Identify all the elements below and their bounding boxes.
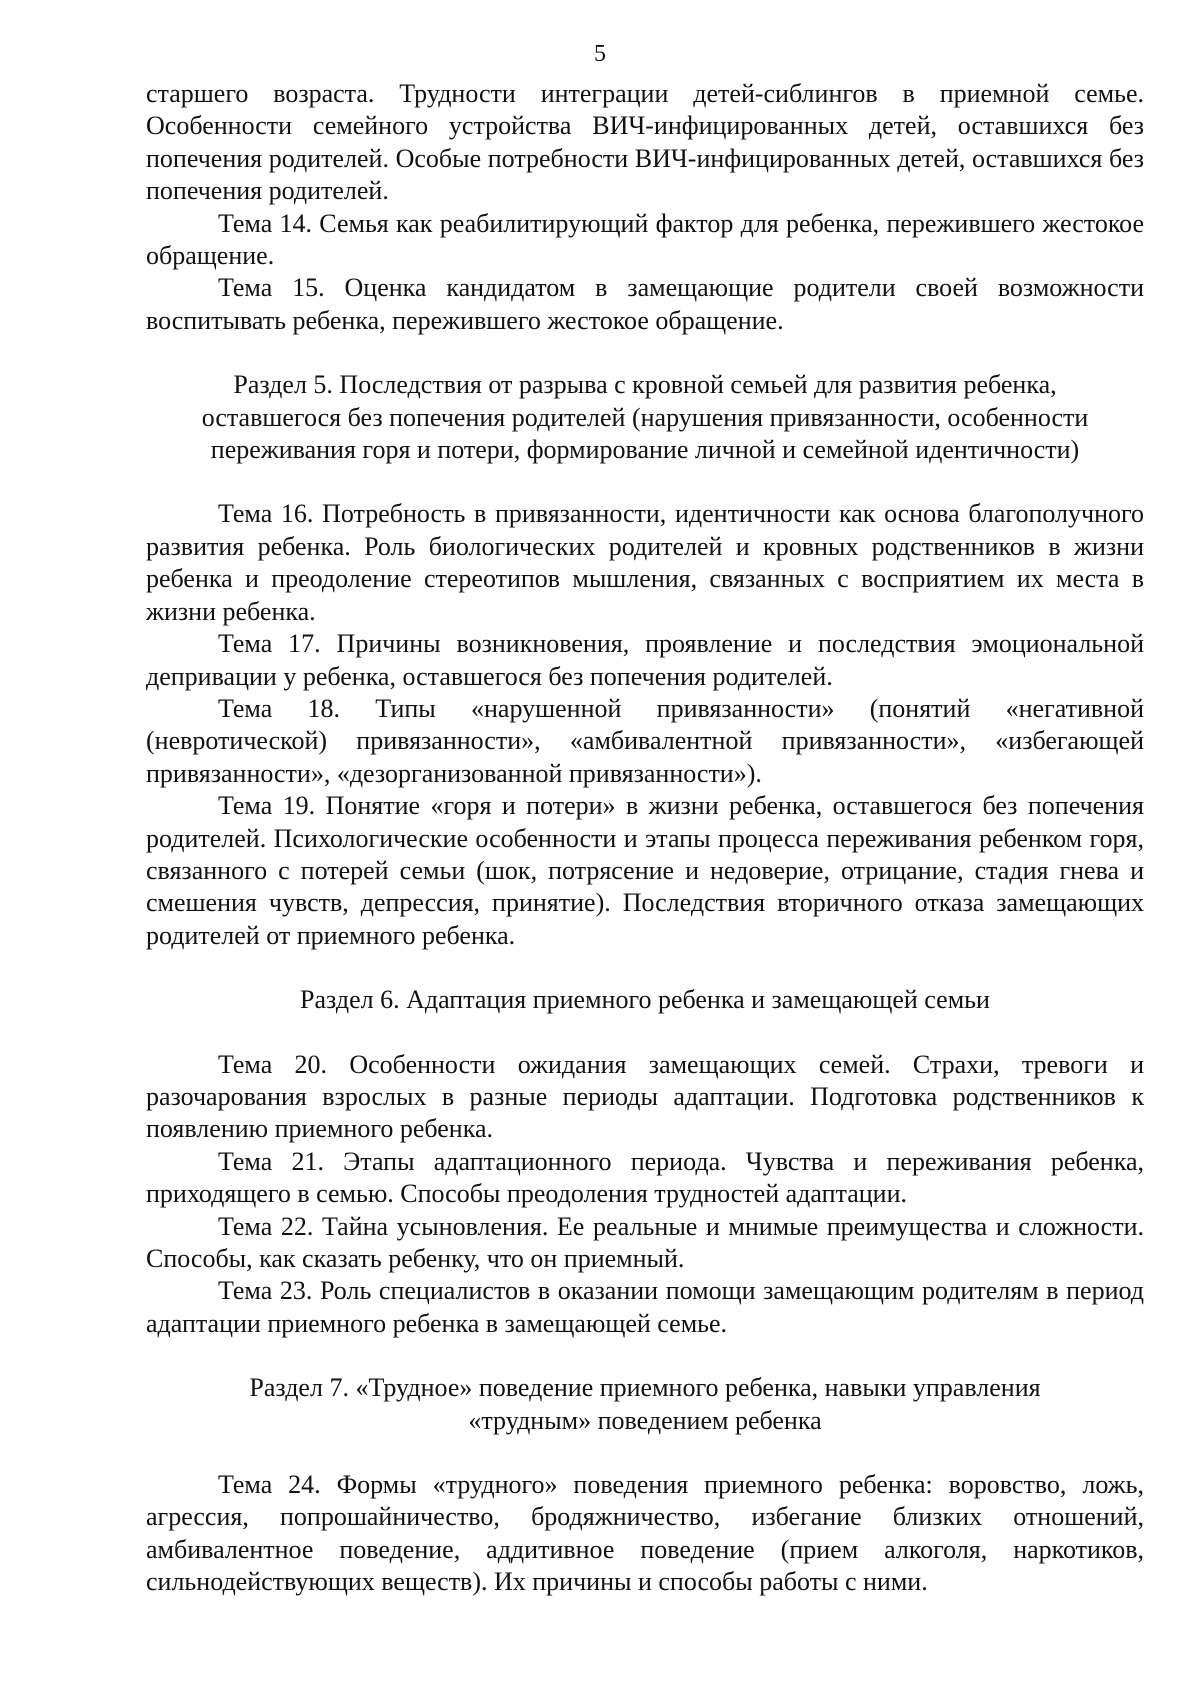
section-5-heading-line: Раздел 5. Последствия от разрыва с кровной семьей для развития ребенка, — [233, 370, 1057, 400]
section-6-heading-line: Раздел 6. Адаптация приемного ребенка и замещающей семьи — [300, 985, 990, 1015]
intro-paragraph: старшего возраста. Трудности интеграции детей-сиблингов в приемной семье. Особенности семейного устройства ВИЧ-инфицированных детей, оставшихся без попечения родителей. Особые потребности ВИЧ-инфицированных детей, оставшихся без попечения родителей. — [146, 79, 1144, 206]
section-6-heading — [146, 984, 1144, 1016]
section-5-heading — [146, 369, 1144, 466]
topic-21: Тема 21. Этапы адаптационного периода. Чувства и переживания ребенка, приходящего в семью. Способы преодоления трудностей адаптации. — [146, 1146, 1144, 1209]
section-7-heading-line: Раздел 7. «Трудное» поведение приемного ребенка, навыки управления — [249, 1373, 1041, 1403]
topic-15: Тема 15. Оценка кандидатом в замещающие родители своей возможности воспитывать ребенка, пережившего жестокое обращение. — [146, 273, 1144, 335]
topic-24: Тема 24. Формы «трудного» поведения приемного ребенка: воровство, ложь, агрессия, попрошайничество, бродяжничество, избегание близких отношений, амбивалентное поведение, аддитивное поведение (прием алкоголя, наркотиков, сильнодействующих веществ). Их причины и способы работы с ними. — [146, 1470, 1144, 1597]
topic-17: Тема 17. Причины возникновения, проявление и последствия эмоциональной депривации у ребенка, оставшегося без попечения родителей. — [146, 629, 1144, 691]
section-7-heading-line: «трудным» поведением ребенка — [468, 1405, 822, 1435]
topic-23: Тема 23. Роль специалистов в оказании помощи замещающим родителям в период адаптации приемного ребенка в замещающей семье. — [146, 1276, 1144, 1338]
topic-20: Тема 20. Особенности ожидания замещающих семей. Страхи, тревоги и разочарования взрослых в разные периоды адаптации. Подготовка родственников к появлению приемного ребенка. — [146, 1049, 1144, 1144]
topic-18: Тема 18. Типы «нарушенной привязанности» (понятий «негативной (невротической) привязанности», «амбивалентной привязанности», «избегающей привязанности», «дезорганизованной привязанности»). — [146, 693, 1144, 788]
document-body — [146, 78, 1144, 1599]
section-5-heading-line: переживания горя и потери, формирование личной и семейной идентичности) — [210, 435, 1080, 465]
section-5-heading-line: оставшегося без попечения родителей (нарушения привязанности, особенности — [201, 402, 1089, 432]
topic-16: Тема 16. Потребность в привязанности, идентичности как основа благополучного развития ребенка. Роль биологических родителей и кровных родственников в жизни ребенка и преодоление стереотипов мышления, связанных с восприятием их места в жизни ребенка. — [146, 499, 1144, 626]
topic-14: Тема 14. Семья как реабилитирующий фактор для ребенка, пережившего жестокое обращение. — [146, 208, 1144, 271]
topic-19: Тема 19. Понятие «горя и потери» в жизни ребенка, оставшегося без попечения родителей. Психологические особенности и этапы процесса переживания ребенком горя, связанного с потерей семьи (шок, потрясение и недоверие, отрицание, стадия гнева и смешения чувств, депрессия, принятие). Последствия вторичного отказа замещающих родителей от приемного ребенка. — [146, 791, 1144, 950]
topic-22: Тема 22. Тайна усыновления. Ее реальные и мнимые преимущества и сложности. Способы, как сказать ребенку, что он приемный. — [146, 1211, 1144, 1273]
section-7-heading — [146, 1372, 1144, 1437]
page-number: 5 — [594, 41, 606, 67]
